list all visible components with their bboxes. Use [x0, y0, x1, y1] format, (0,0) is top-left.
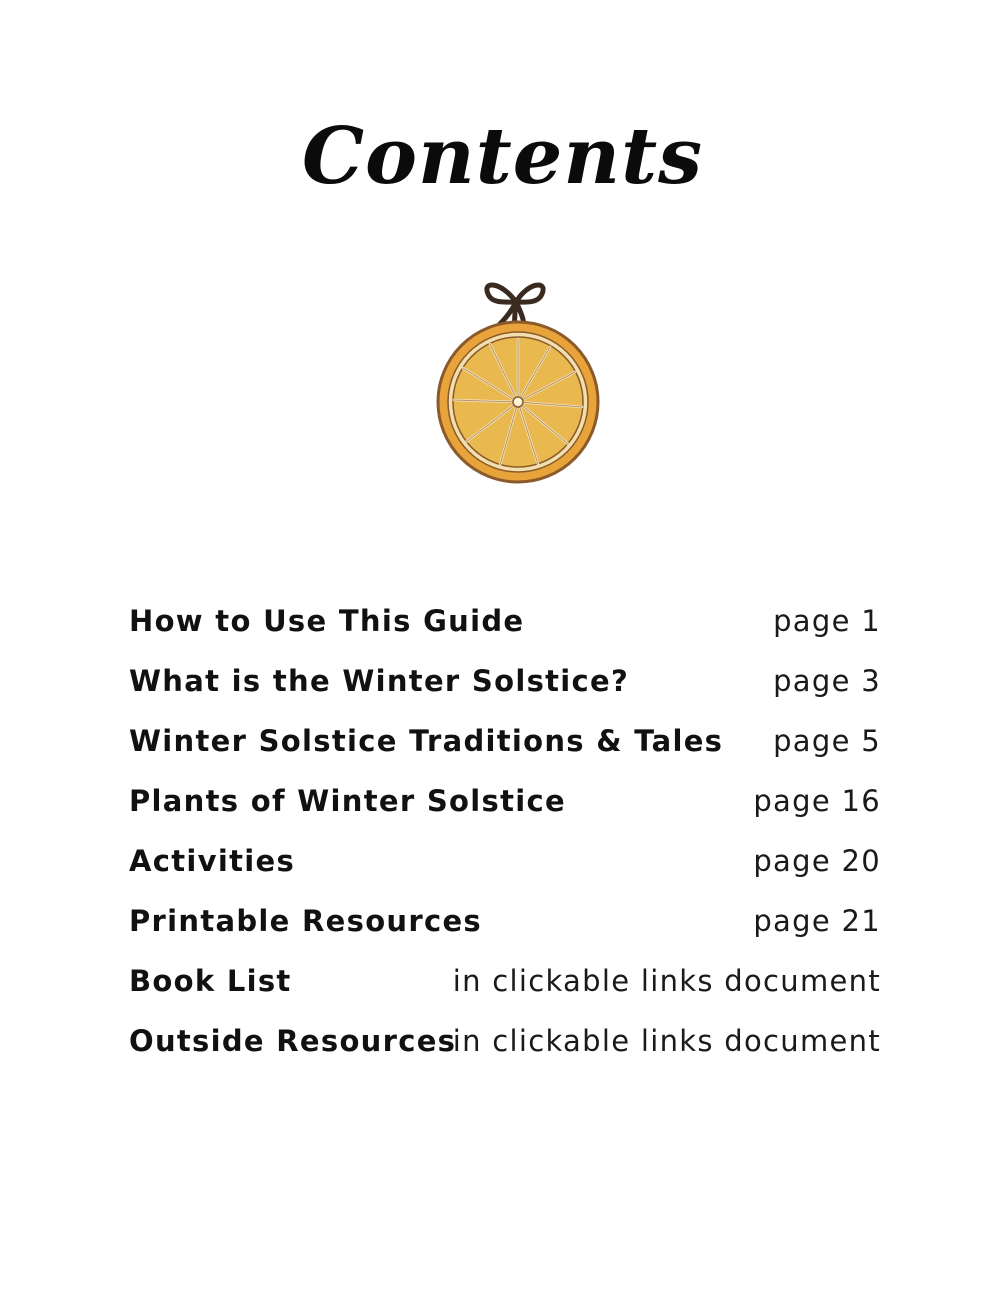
dried-orange-slice-ornament-icon: [430, 272, 606, 497]
toc-row-activities[interactable]: [129, 838, 881, 898]
toc-label: Winter Solstice Traditions & Tales: [129, 724, 724, 758]
toc-row-printable-resources[interactable]: [129, 898, 881, 958]
toc-label: How to Use This Guide: [129, 604, 525, 638]
toc-label: Activities: [129, 844, 296, 878]
toc-row-book-list[interactable]: [129, 958, 881, 1018]
toc-row-how-to-use[interactable]: [129, 598, 881, 658]
toc-row-outside-resources[interactable]: [129, 1018, 881, 1078]
toc-page: page 3: [773, 664, 881, 698]
toc-row-what-is-winter-solstice[interactable]: [129, 658, 881, 718]
toc-row-traditions-tales[interactable]: [129, 718, 881, 778]
toc-label: Book List: [129, 964, 292, 998]
toc-label: What is the Winter Solstice?: [129, 664, 630, 698]
toc-page: page 5: [773, 724, 881, 758]
toc-page: page 1: [773, 604, 881, 638]
toc-page: page 20: [753, 844, 881, 878]
page-title: Contents: [301, 111, 704, 202]
toc-label: Printable Resources: [129, 904, 482, 938]
table-of-contents: [129, 598, 881, 1078]
toc-label: Outside Resources: [129, 1024, 457, 1058]
toc-page: in clickable links document: [452, 964, 881, 998]
toc-label: Plants of Winter Solstice: [129, 784, 566, 818]
toc-page: in clickable links document: [452, 1024, 881, 1058]
toc-page: page 21: [753, 904, 881, 938]
toc-page: page 16: [753, 784, 881, 818]
toc-row-plants[interactable]: [129, 778, 881, 838]
